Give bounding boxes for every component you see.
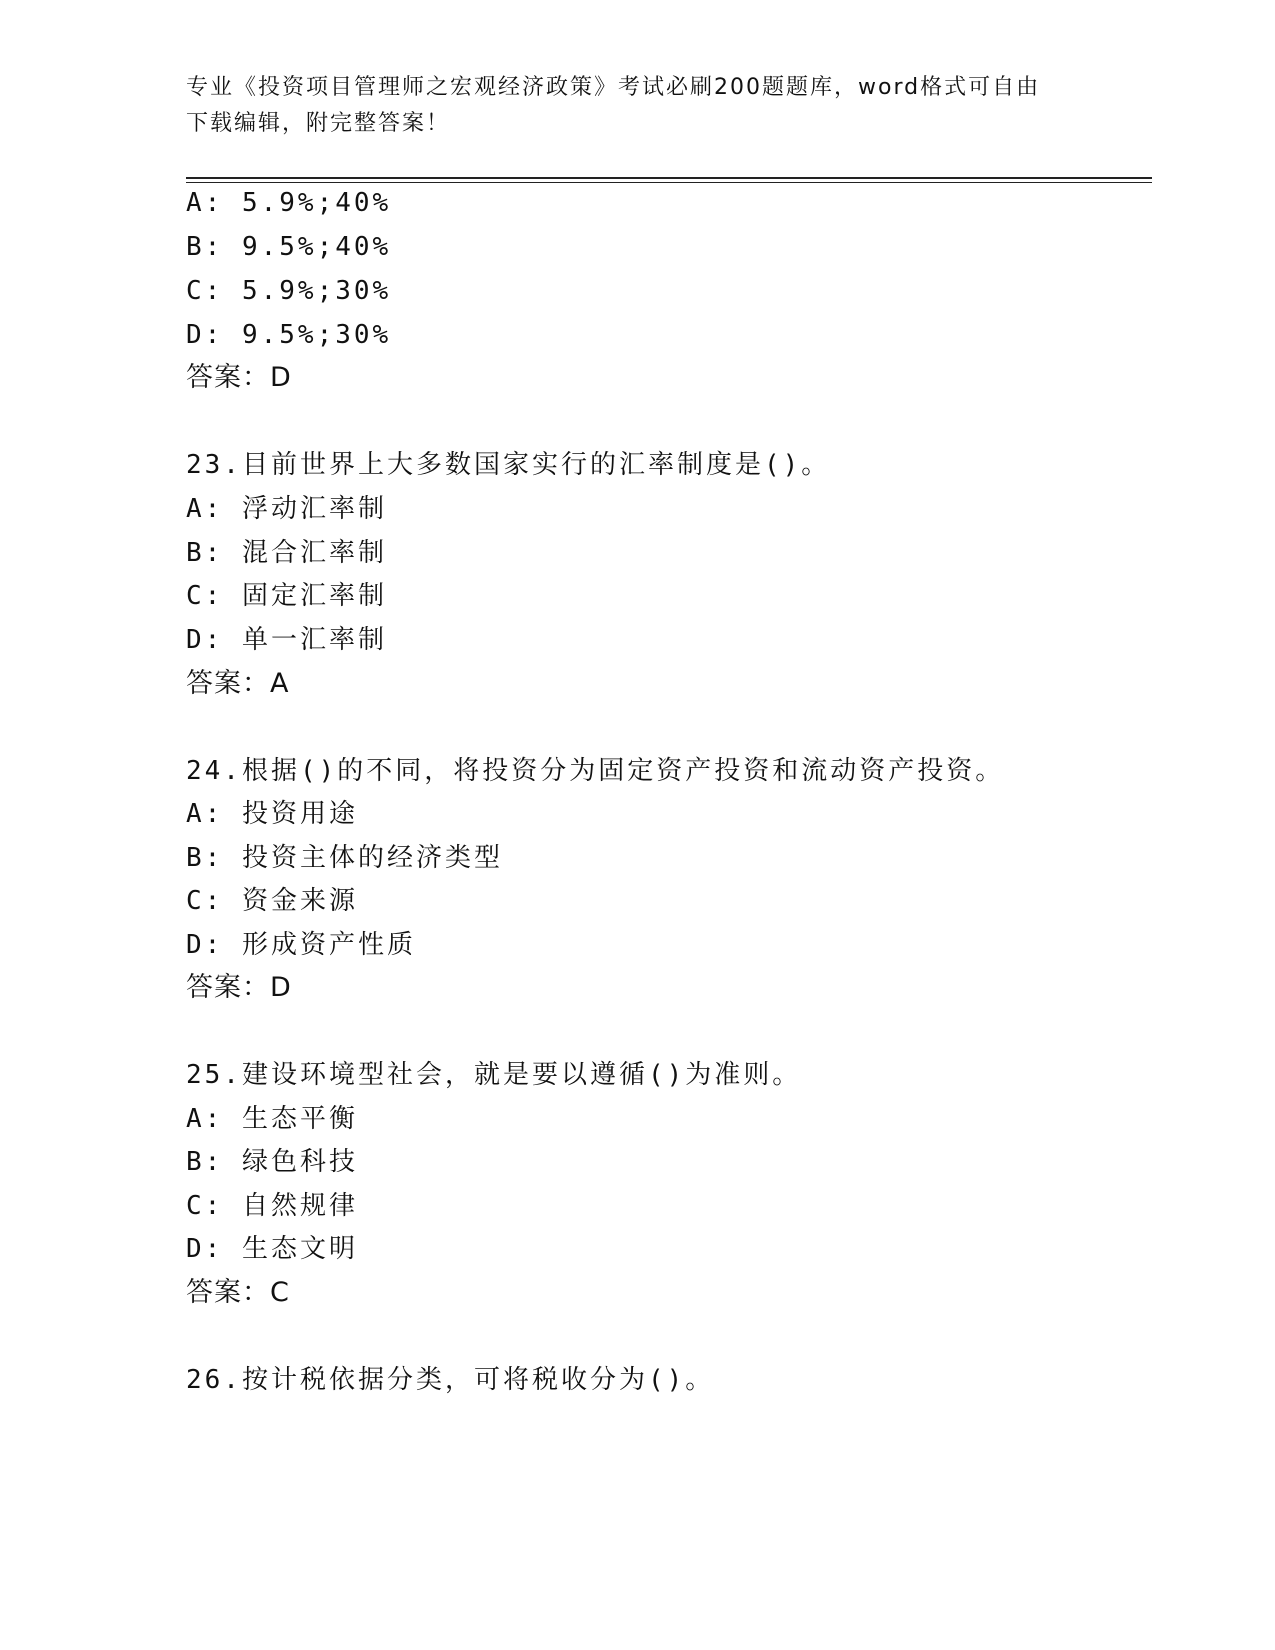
q23-option-d: D: 单一汇率制	[186, 625, 387, 655]
q22-option-d: D: 9.5%;30%	[186, 320, 392, 350]
q23-question: 23.目前世界上大多数国家实行的汇率制度是()。	[186, 450, 831, 480]
q22-option-a: A: 5.9%;40%	[186, 188, 392, 218]
q25-option-b: B: 绿色科技	[186, 1147, 358, 1177]
q24-answer: 答案：D	[186, 972, 292, 1003]
q26-question: 26.按计税依据分类，可将税收分为()。	[186, 1365, 715, 1395]
q25-option-d: D: 生态文明	[186, 1234, 358, 1264]
q23-option-a: A: 浮动汇率制	[186, 494, 387, 524]
header-line-1: 专业《投资项目管理师之宏观经济政策》考试必刷200题题库，word格式可自由	[186, 75, 1041, 100]
q24-option-b: B: 投资主体的经济类型	[186, 843, 503, 873]
q23-option-b: B: 混合汇率制	[186, 538, 387, 568]
q25-question: 25.建设环境型社会，就是要以遵循()为准则。	[186, 1060, 802, 1090]
q24-option-c: C: 资金来源	[186, 886, 358, 916]
q25-answer: 答案：C	[186, 1277, 290, 1308]
q22-option-b: B: 9.5%;40%	[186, 232, 392, 262]
q22-answer: 答案：D	[186, 362, 292, 393]
q23-option-c: C: 固定汇率制	[186, 581, 387, 611]
q24-question: 24.根据()的不同，将投资分为固定资产投资和流动资产投资。	[186, 756, 1005, 786]
header-rule-thick	[186, 177, 1152, 179]
document-header	[186, 70, 1066, 142]
q22-option-c: C: 5.9%;30%	[186, 276, 392, 306]
q25-option-c: C: 自然规律	[186, 1191, 358, 1221]
q24-option-d: D: 形成资产性质	[186, 930, 416, 960]
q25-option-a: A: 生态平衡	[186, 1104, 358, 1134]
header-rule-thin	[186, 182, 1152, 183]
q23-answer: 答案：A	[186, 668, 290, 699]
header-line-2: 下载编辑，附完整答案！	[186, 111, 451, 136]
q24-option-a: A: 投资用途	[186, 799, 358, 829]
